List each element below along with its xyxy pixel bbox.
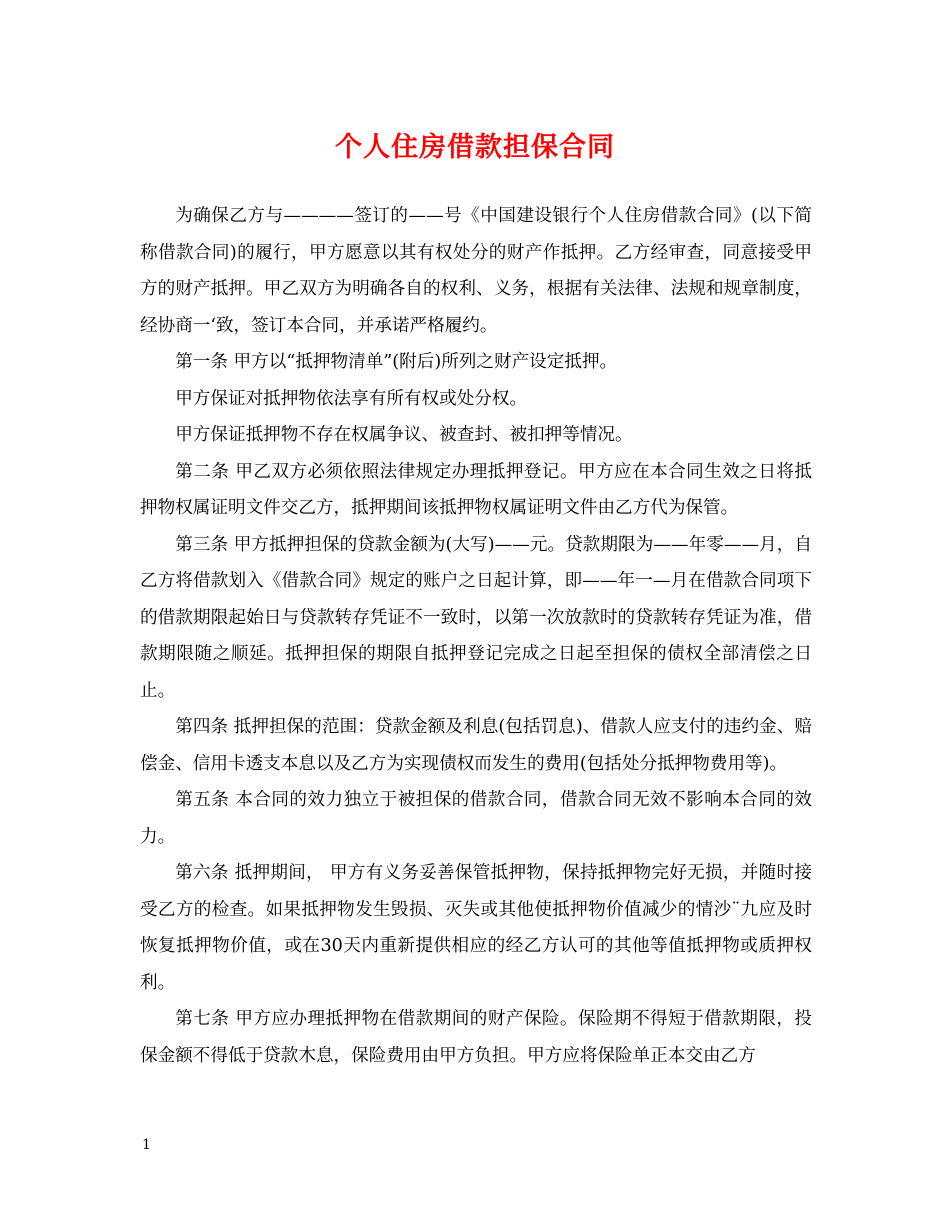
page-number: 1: [142, 1137, 151, 1153]
paragraph-article-5: 第五条 本合同的效力独立于被担保的借款合同，借款合同无效不影响本合同的效力。: [140, 790, 812, 847]
paragraph-article-4: 第四条 抵押担保的范围：贷款金额及利息(包括罚息)、借款人应支付的违约金、赔偿金、信用卡透支本息以及乙方为实现债权而发生的费用(包括处分抵押物费用等)。: [140, 717, 812, 774]
paragraph-article-6: 第六条 抵押期间， 甲方有义务妥善保管抵押物，保持抵押物完好无损，并随时接受乙方的检查。如果抵押物发生毁损、灭失或其他使抵押物价值减少的情沙¨九应及时恢复抵押物价值，或在30天内重新提供相应的经乙方认可的其他等值抵押物或质押权利。: [140, 863, 812, 993]
paragraph-article-7: 第七条 甲方应办理抵押物在借款期间的财产保险。保险期不得短于借款期限，投保金额不得低于贷款木息，保险费用由甲方负担。甲方应将保险单正本交由乙方: [140, 1009, 812, 1066]
document-title: 个人住房借款担保合同: [335, 132, 615, 163]
paragraph-article-3: 第三条 甲方抵押担保的贷款金额为(大写)——元。贷款期限为——年零——月，自乙方将借款划入《借款合同》规定的账户之日起计算，即——年一—月在借款合同项下的借款期限起始日与贷款转存凭证不一致时，以第一次放款时的贷款转存凭证为准，借款期限随之顺延。抵押担保的期限自抵押登记完成之日起至担保的债权全部清偿之日止。: [140, 534, 812, 701]
paragraph-ownership-guarantee: 甲方保证对抵押物依法享有所有权或处分权。: [175, 388, 528, 409]
document-body: [140, 198, 812, 1074]
paragraph-no-dispute-guarantee: 甲方保证抵押物不存在权属争议、被查封、被扣押等情况。: [175, 425, 633, 445]
paragraph-article-1: 第一条 甲方以“抵押物清单”(附后)所列之财产设定抵押。: [175, 352, 618, 372]
paragraph-article-2: 第二条 甲乙双方必须依照法律规定办理抵押登记。甲方应在本合同生效之日将抵押物权属证明文件交乙方，抵押期间该抵押物权属证明文件由乙方代为保管。: [140, 461, 812, 518]
paragraph-preamble: 为确保乙方与————签订的——号《中国建设银行个人住房借款合同》(以下简称借款合同)的履行，甲方愿意以其有权处分的财产作抵押。乙方经审查，同意接受甲方的财产抵押。甲乙双方为明确各自的权利、义务，根据有关法律、法规和规章制度，经协商一‘致，签订本合同，并承诺严格履约。: [140, 206, 812, 336]
